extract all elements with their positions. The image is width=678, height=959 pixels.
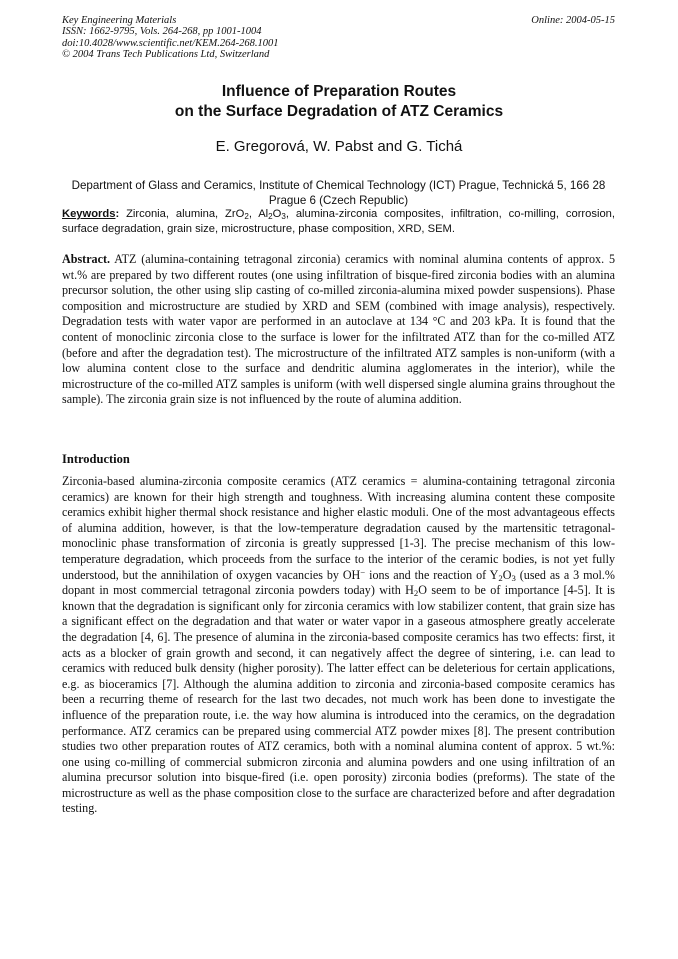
keywords-label: Keywords	[62, 208, 116, 220]
intro-sub-y2: 2	[498, 572, 503, 583]
keywords-sub-3: 3	[281, 212, 286, 222]
keywords-sub-1: 2	[244, 212, 249, 222]
journal-header	[62, 15, 615, 60]
keywords-sub-2: 2	[268, 212, 273, 222]
abstract	[62, 252, 615, 408]
online-date: Online: 2004-05-15	[531, 15, 615, 26]
keywords-colon: :	[115, 208, 120, 220]
intro-text-2: ions and the reaction of Y	[365, 567, 499, 582]
intro-text-5: O seem to be of importance [4-5]. It is known that the degradation is significant only for zirconia ceramics with low stabilizer content, that grain size has a significant effect on the degradation and that water or water vapor in a gaseous atmosphere greatly accelerate the degradation [4, 6]. The presence of alumina in the zirconia-based composite ceramics has two effects: first, it acts as a blocker of grain growth and second, it can negatively affect the degree of sintering, i.e. can lead to ceramics with reduced bulk density (higher porosity). The latter effect can be deleterious for certain applications, e.g. as bioceramics [7]. Although the alumina addition to zirconia and zirconia-based composite ceramics has been a recurring theme of research for the last two decades, not much work has been done to investigate the influence of the preparation route, i.e. the way how alumina is introduced into the ceramics, on the degradation performance. ATZ ceramics can be prepared using commercial ATZ powder mixes [8]. The present contribution studies two other preparation routes of ATZ ceramics, both with a nominal alumina content of approx. 5 wt.%: one using co-milling of commercial submicron zirconia and alumina powders and one using infiltration of an alumina precursor solution into bisque-fired (i.e. open porosity) zirconia bodies (preforms). The state of the microstructure as well as the phase composition close to the surface are characterized before and after degradation testing.	[62, 583, 615, 816]
keywords-text-2: , Al	[248, 208, 269, 220]
doi-line: doi:10.4028/www.scientific.net/KEM.264-268.1001	[62, 37, 279, 49]
journal-name: Key Engineering Materials	[62, 15, 177, 26]
keywords-text-1: Zirconia, alumina, ZrO	[119, 208, 245, 220]
paper-title	[0, 82, 678, 122]
introduction-heading: Introduction	[62, 452, 130, 466]
intro-text-1: Zirconia-based alumina-zirconia composite ceramics (ATZ ceramics = alumina-containing tetragonal zirconia ceramics) are known for their high strength and toughness. With increasing alumina content these composite ceramics exhibit higher thermal shock resistance and higher elastic moduli. One of the most advantageous effects of alumina addition, however, is that the low-temperature degradation caused by the martensitic tetragonal-monoclinic phase transformation of zirconia is greatly suppressed [1-3]. The precise mechanism of this low-temperature degradation, which proceeds from the surface to the interior of the ceramic bodies, is not yet fully understood, but the annihilation of oxygen vacancies by OH	[62, 474, 615, 582]
keywords-text-4: , alumina-zirconia composites, infiltration, co-milling, corrosion, surface degradation, grain size, microstructure, phase composition, XRD, SEM.	[62, 208, 615, 235]
intro-sup-oh: −	[360, 566, 366, 577]
authors: E. Gregorová, W. Pabst and G. Tichá	[215, 138, 463, 155]
introduction-paragraph	[62, 474, 615, 817]
copyright-line: © 2004 Trans Tech Publications Ltd, Switzerland	[62, 48, 270, 60]
issn-line: ISSN: 1662-9795, Vols. 264-268, pp 1001-1004	[62, 26, 262, 38]
abstract-label: Abstract.	[62, 252, 111, 266]
intro-text-3: O	[502, 567, 512, 582]
title-line-1: Influence of Preparation Routes	[221, 83, 457, 100]
keywords-text-3: O	[272, 208, 282, 220]
intro-sub-o3: 3	[511, 572, 516, 583]
abstract-text: ATZ (alumina-containing tetragonal zirconia) ceramics with nominal alumina contents of approx. 5 wt.% are prepared by two different routes (one using infiltration of bisque-fired zirconia bodies with an alumina precursor solution, the other using slip casting of co-milled zirconia-alumina mixed powder suspensions). Phase composition and microstructure are studied by XRD and SEM (combined with image analysis), respectively. Degradation tests with water vapor are performed in an autoclave at 134 °C and 203 kPa. It is found that the content of monoclinic zirconia close to the surface is lower for the infiltrated ATZ than for the co-milled ATZ (before and after the degradation test). The microstructure of the infiltrated ATZ samples is non-uniform (with a low alumina content close to the surface and dendritic alumina agglomerates in the interior), while the microstructure of the co-milled ATZ samples is uniform (with well dispersed single alumina grains throughout the sample). The zirconia grain size is not influenced by the route of alumina addition.	[62, 252, 615, 407]
intro-text-4: (used as a 3 mol.% dopant in most commercial tetragonal zirconia powders today) with H	[62, 567, 615, 598]
keywords	[62, 207, 615, 236]
title-line-2: on the Surface Degradation of ATZ Ceramics	[174, 103, 504, 120]
affiliation: Department of Glass and Ceramics, Institute of Chemical Technology (ICT) Prague, Technická 5, 166 28 Prague 6 (Czech Republic)	[71, 179, 606, 207]
intro-sub-h2: 2	[413, 588, 419, 599]
